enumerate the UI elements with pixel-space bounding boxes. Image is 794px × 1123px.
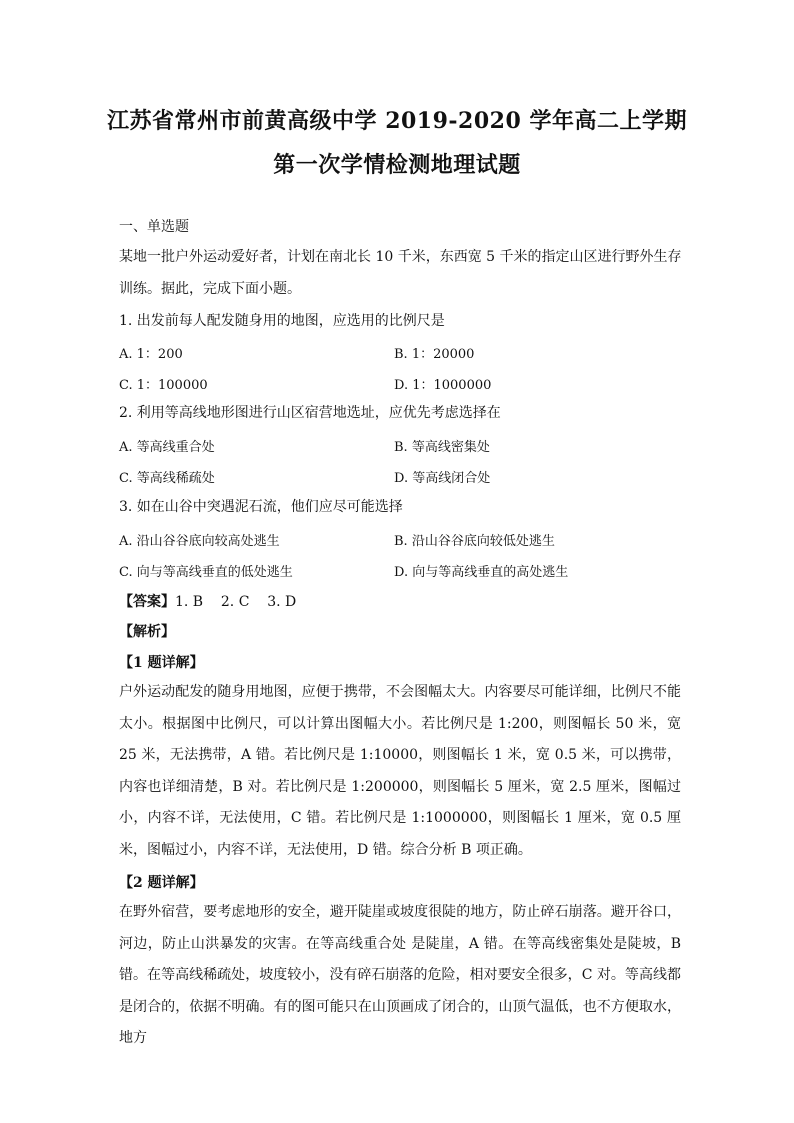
answer-text: 1. B 2. C 3. D <box>175 594 297 610</box>
question-1-option-b: B. 1：20000 <box>394 347 475 362</box>
section-heading: 一、单选题 <box>119 219 189 235</box>
question-3-option-a: A. 沿山谷谷底向较高处逃生 <box>119 534 280 549</box>
question-1-option-a: A. 1：200 <box>119 347 183 362</box>
question-3-option-c: C. 向与等高线垂直的低处逃生 <box>119 565 293 580</box>
detail-2-text: 在野外宿营，要考虑地形的安全，避开陡崖或坡度很陡的地方，防止碎石崩落。避开谷口，河边，防止山洪暴发的灾害。在等高线重合处 是陡崖，A 错。在等高线密集处是陡坡，B 错。在等高线稀疏处，坡度较小，没有碎石崩落的危险，相对要安全很多，C 对。等高线都是闭合的，依据不明确。有的图可能只在山顶画成了闭合的，山顶气温低，也不方便取水，地方 <box>119 904 681 1046</box>
question-1-stem: 1. 出发前每人配发随身用的地图，应选用的比例尺是 <box>119 313 445 329</box>
question-1-option-c: C. 1：100000 <box>119 378 208 393</box>
question-2-option-b: B. 等高线密集处 <box>394 440 490 455</box>
detail-2-label: 【2 题详解】 <box>119 875 204 891</box>
document-title-line2: 第一次学情检测地理试题 <box>273 152 521 178</box>
question-2-stem: 2. 利用等高线地形图进行山区宿营地选址，应优先考虑选择在 <box>119 405 501 421</box>
intro-text-line1: 某地一批户外运动爱好者，计划在南北长 10 千米，东西宽 5 千米的指定山区进行野外生存 <box>119 249 682 265</box>
question-3-stem: 3. 如在山谷中突遇泥石流，他们应尽可能选择 <box>119 499 403 515</box>
detail-1-text: 户外运动配发的随身用地图，应便于携带，不会图幅太大。内容要尽可能详细，比例尺不能太小。根据图中比例尺，可以计算出图幅大小。若比例尺是 1:200，则图幅长 50 米，宽 25 米，无法携带，A 错。若比例尺是 1:10000，则图幅长 1 米，宽 0.5 米，可以携带，内容也详细清楚，B 对。若比例尺是 1:200000，则图幅长 5 厘米，宽 2.5 厘米，图幅过小，内容不详，无法使用，C 错。若比例尺是 1:1000000，则图幅长 1 厘米，宽 0.5 厘米，图幅过小，内容不详，无法使用，D 错。综合分析 B 项正确。 <box>119 684 681 858</box>
question-3-option-d: D. 向与等高线垂直的高处逃生 <box>394 565 569 580</box>
document-title-line1: 江苏省常州市前黄高级中学 2019-2020 学年高二上学期 <box>107 108 687 134</box>
question-1-option-d: D. 1：1000000 <box>394 378 492 393</box>
detail-1-label: 【1 题详解】 <box>119 655 204 671</box>
question-3-option-b: B. 沿山谷谷底向较低处逃生 <box>394 534 555 549</box>
question-2-option-a: A. 等高线重合处 <box>119 440 215 455</box>
answer-label: 【答案】 <box>119 594 175 610</box>
analysis-label: 【解析】 <box>119 624 175 640</box>
intro-text-line2: 训练。据此，完成下面小题。 <box>119 281 301 297</box>
question-2-option-d: D. 等高线闭合处 <box>394 471 491 486</box>
answer-row <box>119 592 679 612</box>
question-2-option-c: C. 等高线稀疏处 <box>119 471 215 486</box>
